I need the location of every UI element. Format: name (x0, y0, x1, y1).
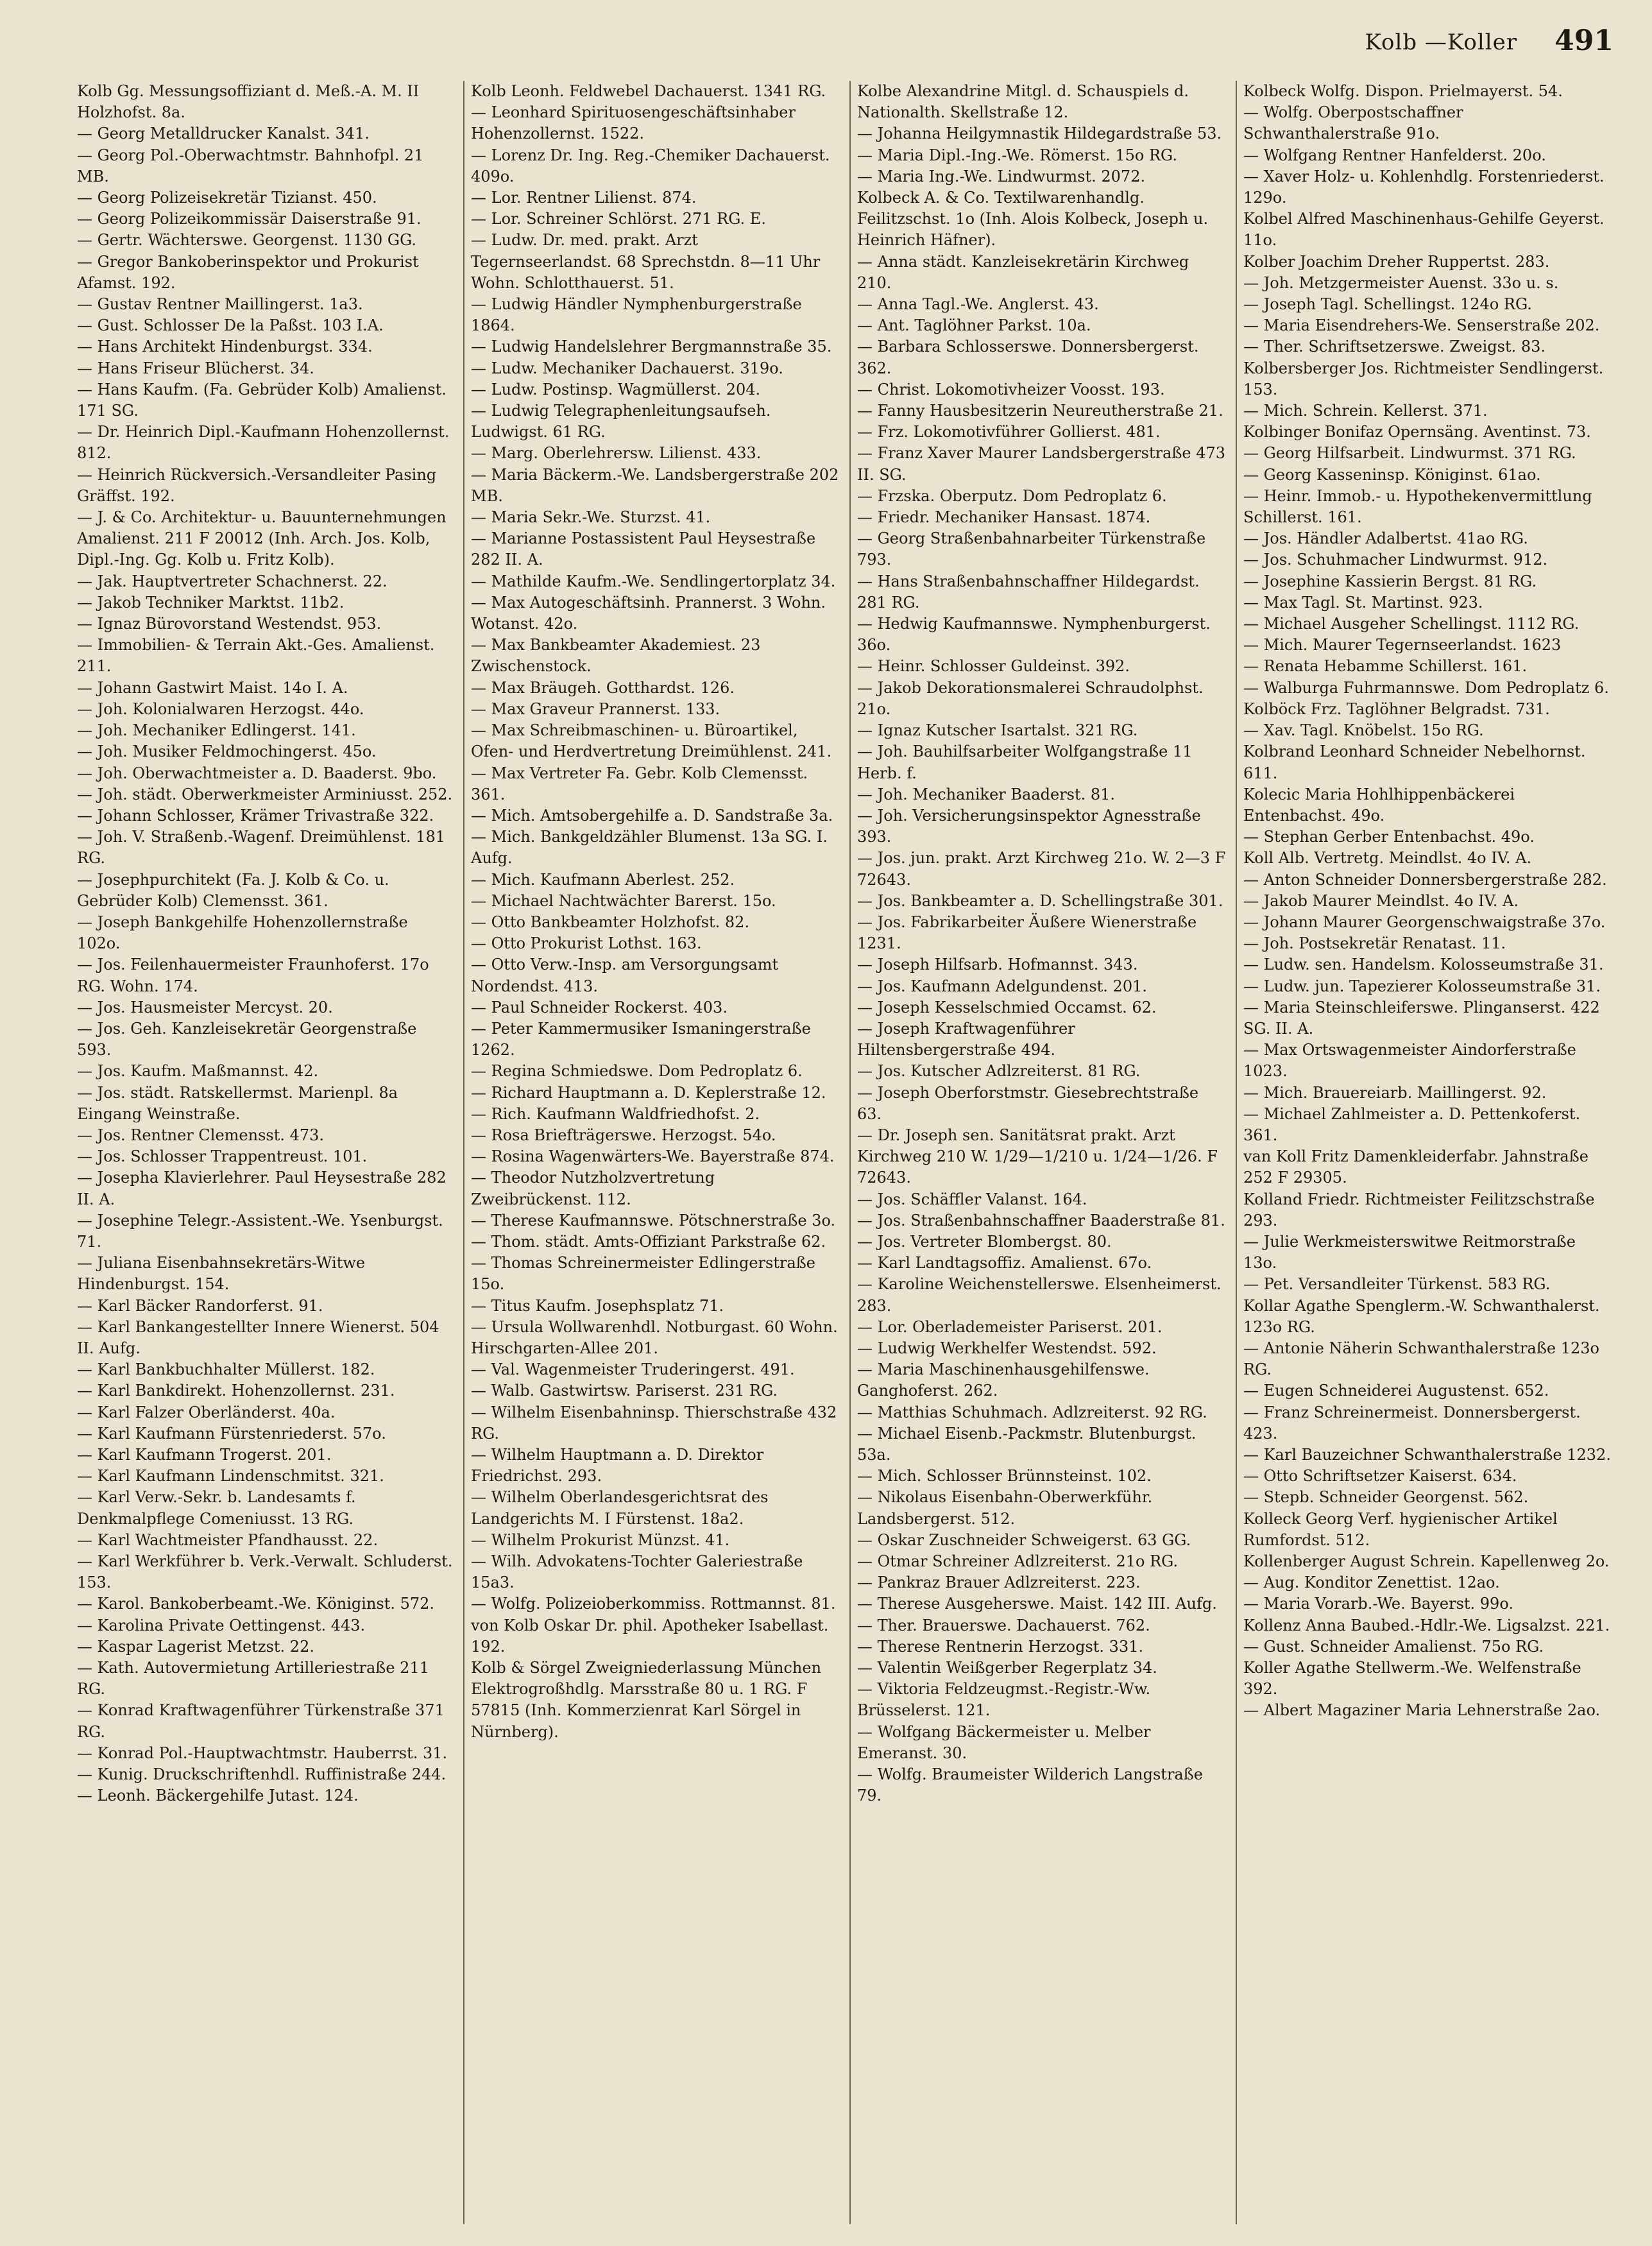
directory-entry: — Ignaz Bürovorstand Westendst. 953. (77, 615, 382, 633)
directory-entry: — Walb. Gastwirtsw. Pariserst. 231 RG. (471, 1382, 778, 1400)
directory-entry: — Anna Tagl.-We. Anglerst. 43. (857, 295, 1099, 314)
directory-entry: Koller Agathe Stellwerm.-We. Welfenstraße 392. (1243, 1659, 1581, 1699)
directory-entry: — Immobilien- & Terrain Akt.-Ges. Amalienst. 211. (77, 636, 435, 676)
directory-entry: — Joh. Metzgermeister Auenst. 33o u. s. (1243, 273, 1559, 292)
directory-entry: — Karoline Weichenstellerswe. Elsenheimerst. 283. (857, 1275, 1222, 1315)
directory-entry: — Joseph Oberforstmstr. Giesebrechtstraße 63. (857, 1083, 1199, 1123)
directory-entry: — Lor. Schreiner Schlörst. 271 RG. E. (471, 210, 766, 228)
directory-entry: — Jos. Kaufmann Adelgundenst. 201. (857, 977, 1147, 995)
column-2 (463, 81, 849, 2224)
directory-entry: — Antonie Näherin Schwanthalerstraße 123o RG. (1243, 1339, 1599, 1379)
directory-entry: — Maria Dipl.-Ing.-We. Römerst. 15o RG. (857, 146, 1177, 164)
directory-entry: — Joseph Bankgehilfe Hohenzollernstraße 102o. (77, 913, 408, 953)
directory-entry: — Karl Kaufmann Trogerst. 201. (77, 1446, 332, 1464)
directory-entry: — Michael Eisenb.-Packmstr. Blutenburgst. 53a. (857, 1424, 1196, 1464)
directory-entry: — Wolfg. Polizeioberkommiss. Rottmannst. 81. (471, 1595, 836, 1613)
directory-entry: — J. & Co. Architektur- u. Bauunternehmungen Amalienst. 211 F 20012 (Inh. Arch. Jos. Kolb, Dipl.-Ing. Gg. Kolb u. Fritz Kolb). (77, 508, 447, 569)
directory-entry: — Jos. Hausmeister Mercyst. 20. (77, 998, 333, 1016)
directory-entry: — Hans Friseur Blücherst. 34. (77, 359, 314, 377)
directory-entry: — Joh. Kolonialwaren Herzogst. 44o. (77, 699, 364, 718)
directory-entry: — Otto Prokurist Lothst. 163. (471, 934, 702, 953)
directory-entry: — Mich. Kaufmann Aberlest. 252. (471, 870, 735, 889)
directory-entry: Kolbeck A. & Co. Textilwarenhandlg. Feilitzschst. 1o (Inh. Alois Kolbeck, Joseph u. Heinrich Häfner). (857, 189, 1209, 250)
directory-entry: — Jos. jun. prakt. Arzt Kirchweg 21o. W. 2—3 F 72643. (857, 849, 1226, 889)
directory-entry: — Ignaz Kutscher Isartalst. 321 RG. (857, 721, 1138, 740)
directory-entry: — Rich. Kaufmann Waldfriedhofst. 2. (471, 1104, 760, 1123)
directory-entry: — Juliana Eisenbahnsekretärs-Witwe Hindenburgst. 154. (77, 1254, 366, 1294)
directory-entry: Kolbersberger Jos. Richtmeister Sendlingerst. 153. (1243, 359, 1604, 399)
directory-entry: — Mich. Schlosser Brünnsteinst. 102. (857, 1467, 1152, 1486)
directory-entry: — Rosina Wagenwärters-We. Bayerstraße 874. (471, 1147, 835, 1166)
directory-entry: — Georg Straßenbahnarbeiter Türkenstraße 793. (857, 529, 1206, 569)
directory-entry: von Kolb Oskar Dr. phil. Apotheker Isabellast. 192. (471, 1616, 829, 1656)
directory-entry: — Jakob Maurer Meindlst. 4o IV. A. (1243, 891, 1519, 910)
directory-entry: — Karl Kaufmann Fürstenriederst. 57o. (77, 1424, 386, 1443)
directory-entry: — Wilhelm Oberlandesgerichtsrat des Landgerichts M. I Fürstenst. 18a2. (471, 1488, 769, 1528)
directory-entry: — Julie Werkmeisterswitwe Reitmorstraße 13o. (1243, 1232, 1576, 1273)
directory-entry: Kolbrand Leonhard Schneider Nebelhornst. 611. (1243, 742, 1586, 782)
directory-entry: — Karl Falzer Oberländerst. 40a. (77, 1403, 336, 1421)
directory-entry: — Anna städt. Kanzleisekretärin Kirchweg 210. (857, 252, 1189, 292)
directory-entry: — Mich. Amtsobergehilfe a. D. Sandstraße 3a. (471, 806, 833, 825)
directory-entry: — Lor. Oberlademeister Pariserst. 201. (857, 1317, 1162, 1336)
directory-entry: — Gust. Schneider Amalienst. 75o RG. (1243, 1637, 1544, 1656)
directory-entry: Kolb & Sörgel Zweigniederlassung München Elektrogroßhdlg. Marsstraße 80 u. 1 RG. F 57815 (Inh. Kommerzienrat Karl Sörgel in Nürnberg). (471, 1659, 822, 1741)
directory-entry: — Konrad Pol.-Hauptwachtmstr. Hauberrst. 31. (77, 1744, 448, 1762)
directory-entry: — Joseph Kesselschmied Occamst. 62. (857, 998, 1157, 1016)
directory-entry: — Eugen Schneiderei Augustenst. 652. (1243, 1382, 1549, 1400)
directory-entry: — Aug. Konditor Zenettist. 12ao. (1243, 1573, 1500, 1592)
directory-entry: — Pet. Versandleiter Türkenst. 583 RG. (1243, 1275, 1551, 1294)
directory-entry: — Lor. Rentner Lilienst. 874. (471, 189, 697, 207)
directory-entry: — Anton Schneider Donnersbergerstraße 282. (1243, 870, 1607, 889)
directory-entry: — Gustav Rentner Maillingerst. 1a3. (77, 295, 363, 314)
directory-entry: — Georg Polizeikommissär Daiserstraße 91. (77, 210, 422, 228)
directory-entry: — Franz Schreinermeist. Donnersbergerst. 423. (1243, 1403, 1581, 1443)
directory-entry: — Ludwig Telegraphenleitungsaufseh. Ludwigst. 61 RG. (471, 402, 771, 441)
directory-entry: — Karl Bankdirekt. Hohenzollernst. 231. (77, 1382, 395, 1400)
directory-entry: — Michael Nachtwächter Barerst. 15o. (471, 891, 776, 910)
directory-entry: — Karl Verw.-Sekr. b. Landesamts f. Denkmalpflege Comeniusst. 13 RG. (77, 1488, 356, 1528)
directory-entry: — Joseph Hilfsarb. Hofmannst. 343. (857, 956, 1138, 974)
directory-entry: Kolb Gg. Messungsoffiziant d. Meß.-A. M. II Holzhofst. 8a. (77, 82, 420, 122)
directory-entry: Koll Alb. Vertretg. Meindlst. 4o IV. A. (1243, 849, 1532, 868)
directory-entry: — Thom. städt. Amts-Offiziant Parkstraße 62. (471, 1232, 826, 1251)
directory-entry: — Stephan Gerber Entenbachst. 49o. (1243, 828, 1535, 846)
directory-entry: Kollenberger August Schrein. Kapellenweg 2o. (1243, 1552, 1610, 1571)
directory-entry: — Johann Schlosser, Krämer Trivastraße 322. (77, 806, 434, 825)
directory-entry: Kollar Agathe Spenglerm.-W. Schwanthalerst. 123o RG. (1243, 1296, 1600, 1336)
directory-entry: — Maria Ing.-We. Lindwurmst. 2072. (857, 167, 1146, 185)
page-number: 491 (1554, 24, 1614, 57)
directory-entry: — Thomas Schreinermeister Edlingerstraße 15o. (471, 1254, 815, 1294)
directory-entry: — Michael Zahlmeister a. D. Pettenkoferst. 361. (1243, 1104, 1581, 1144)
directory-entry: — Wolfgang Bäckermeister u. Melber Emeranst. 30. (857, 1722, 1151, 1762)
directory-entry: — Regina Schmiedswe. Dom Pedroplatz 6. (471, 1062, 803, 1081)
directory-entry: — Joh. städt. Oberwerkmeister Arminiusst. 252. (77, 785, 453, 803)
directory-entry: — Kunig. Druckschriftenhdl. Ruffinistraße 244. (77, 1765, 447, 1784)
directory-entry: — Wilhelm Prokurist Münzst. 41. (471, 1530, 730, 1549)
directory-entry: — Maria Vorarb.-We. Bayerst. 99o. (1243, 1595, 1513, 1613)
directory-entry: — Xav. Tagl. Knöbelst. 15o RG. (1243, 721, 1484, 740)
directory-entry: — Johanna Heilgymnastik Hildegardstraße 53. (857, 124, 1222, 143)
directory-entry: — Maria Sekr.-We. Sturzst. 41. (471, 508, 711, 527)
directory-entry: — Karolina Private Oettingenst. 443. (77, 1616, 366, 1634)
directory-entry: — Barbara Schlosserswe. Donnersbergerst. 362. (857, 338, 1199, 377)
column-4 (1236, 81, 1622, 2224)
directory-entry: — Mich. Schrein. Kellerst. 371. (1243, 402, 1488, 420)
directory-entry: — Ludwig Händler Nymphenburgerstraße 1864. (471, 295, 802, 335)
directory-entry: — Georg Kasseninsp. Königinst. 61ao. (1243, 465, 1541, 484)
directory-entry: — Joh. Bauhilfsarbeiter Wolfgangstraße 11 Herb. f. (857, 742, 1193, 782)
directory-entry: — Leonhard Spirituosengeschäftsinhaber Hohenzollernst. 1522. (471, 103, 796, 143)
directory-entry: — Joseph Tagl. Schellingst. 124o RG. (1243, 295, 1532, 314)
directory-entry: — Josepha Klavierlehrer. Paul Heysestraße 282 II. A. (77, 1169, 447, 1208)
directory-entry: — Wilh. Advokatens-Tochter Galeriestraße 15a3. (471, 1552, 803, 1592)
directory-entry: — Hedwig Kaufmannswe. Nymphenburgerst. 36o. (857, 615, 1211, 655)
directory-entry: — Johann Gastwirt Maist. 14o I. A. (77, 678, 348, 697)
directory-entry: — Maria Eisendrehers-We. Senserstraße 202. (1243, 316, 1600, 335)
directory-entry: — Jos. Rentner Clemensst. 473. (77, 1126, 325, 1144)
directory-entry: — Gust. Schlosser De la Paßst. 103 I.A. (77, 316, 384, 335)
directory-entry: — Jakob Dekorationsmalerei Schraudolphst. 21o. (857, 678, 1204, 718)
directory-entry: — Karl Werkführer b. Verk.-Verwalt. Schluderst. 153. (77, 1552, 453, 1592)
directory-entry: — Friedr. Mechaniker Hansast. 1874. (857, 508, 1151, 527)
directory-entry: Kolbinger Bonifaz Opernsäng. Aventinst. 73. (1243, 423, 1591, 441)
directory-entry: — Viktoria Feldzeugmst.-Registr.-Ww. Brüsselerst. 121. (857, 1680, 1151, 1720)
directory-entry: — Otto Verw.-Insp. am Versorgungsamt Nordendst. 413. (471, 956, 779, 995)
directory-entry: Kolleck Georg Verf. hygienischer Artikel Rumfordst. 512. (1243, 1509, 1558, 1549)
directory-entry: — Maria Bäckerm.-We. Landsbergerstraße 202 MB. (471, 465, 839, 505)
directory-entry: — Jos. Straßenbahnschaffner Baaderstraße 81. (857, 1211, 1225, 1230)
directory-entry: — Joh. V. Straßenb.-Wagenf. Dreimühlenst. 181 RG. (77, 828, 445, 868)
directory-entry: — Wolfg. Braumeister Wilderich Langstraße 79. (857, 1765, 1203, 1805)
directory-entry: — Josephine Telegr.-Assistent.-We. Ysenburgst. 71. (77, 1211, 443, 1251)
directory-entry: — Rosa Briefträgerswe. Herzogst. 54o. (471, 1126, 776, 1144)
directory-entry: — Therese Kaufmannswe. Pötschnerstraße 3o. (471, 1211, 836, 1230)
directory-entry: — Paul Schneider Rockerst. 403. (471, 998, 728, 1016)
directory-entry: Kolbeck Wolfg. Dispon. Prielmayerst. 54. (1243, 82, 1563, 100)
directory-entry: — Karl Bäcker Randorferst. 91. (77, 1296, 323, 1315)
directory-entry: — Johann Maurer Georgenschwaigstraße 37o. (1243, 913, 1606, 931)
directory-entry: — Otto Bankbeamter Holzhofst. 82. (471, 913, 750, 931)
directory-entry: — Richard Hauptmann a. D. Keplerstraße 12. (471, 1083, 826, 1102)
directory-entry: — Jos. Händler Adalbertst. 41ao RG. (1243, 529, 1528, 548)
directory-entry: Kolbe Alexandrine Mitgl. d. Schauspiels d. Nationalth. Skellstraße 12. (857, 82, 1189, 122)
directory-entry: — Albert Magaziner Maria Lehnerstraße 2ao. (1243, 1701, 1601, 1720)
directory-entry: — Jakob Techniker Marktst. 11b2. (77, 593, 345, 612)
directory-entry: — Joseph Kraftwagenführer Hiltensbergerstraße 494. (857, 1019, 1075, 1059)
directory-entry: — Georg Polizeisekretär Tizianst. 450. (77, 189, 377, 207)
directory-entry: — Jak. Hauptvertreter Schachnerst. 22. (77, 572, 387, 590)
directory-entry: — Therese Rentnerin Herzogst. 331. (857, 1637, 1144, 1656)
directory-entry: — Max Graveur Prannerst. 133. (471, 699, 720, 718)
directory-entry: — Jos. Feilenhauermeister Fraunhoferst. 17o RG. Wohn. 174. (77, 956, 429, 995)
directory-entry: — Karol. Bankoberbeamt.-We. Königinst. 572. (77, 1595, 435, 1613)
directory-entry: — Joh. Musiker Feldmochingerst. 45o. (77, 742, 377, 761)
directory-entry: — Maria Steinschleiferswe. Plinganserst. 422 SG. II. A. (1243, 998, 1600, 1038)
directory-entry: — Jos. Bankbeamter a. D. Schellingstraße 301. (857, 891, 1223, 910)
directory-entry: Kolecic Maria Hohlhippenbäckerei Entenbachst. 49o. (1243, 785, 1515, 825)
directory-entry: — Joh. Postsekretär Renatast. 11. (1243, 934, 1506, 953)
directory-entry: — Ant. Taglöhner Parkst. 10a. (857, 316, 1091, 335)
directory-entry: — Lorenz Dr. Ing. Reg.-Chemiker Dachauerst. 409o. (471, 146, 830, 185)
directory-entry: Kolb Leonh. Feldwebel Dachauerst. 1341 RG. (471, 82, 826, 100)
directory-entry: Kolböck Frz. Taglöhner Belgradst. 731. (1243, 699, 1550, 718)
directory-entry: — Max Vertreter Fa. Gebr. Kolb Clemensst. 361. (471, 764, 808, 803)
directory-entry: — Oskar Zuschneider Schweigerst. 63 GG. (857, 1530, 1191, 1549)
directory-entry: — Georg Metalldrucker Kanalst. 341. (77, 124, 370, 143)
directory-entry: — Fanny Hausbesitzerin Neureutherstraße 21. (857, 402, 1223, 420)
running-head: Kolb —Koller (1365, 30, 1517, 55)
directory-entry: Kolber Joachim Dreher Ruppertst. 283. (1243, 252, 1550, 271)
page-header (0, 24, 1652, 69)
directory-entry: — Joh. Versicherungsinspektor Agnesstraße 393. (857, 806, 1201, 846)
directory-entry: — Karl Bauzeichner Schwanthalerstraße 1232. (1243, 1446, 1611, 1464)
directory-entry: — Hans Straßenbahnschaffner Hildegardst. 281 RG. (857, 572, 1200, 612)
directory-entry: — Max Bräugeh. Gotthardst. 126. (471, 678, 735, 697)
directory-entry: — Frz. Lokomotivführer Gollierst. 481. (857, 423, 1161, 441)
directory-entry: — Leonh. Bäckergehilfe Jutast. 124. (77, 1787, 359, 1805)
directory-entry: — Kaspar Lagerist Metzst. 22. (77, 1637, 314, 1656)
directory-entry: — Christ. Lokomotivheizer Voosst. 193. (857, 380, 1165, 399)
directory-entry: — Max Bankbeamter Akademiest. 23 Zwischenstock. (471, 636, 761, 676)
directory-entry: — Heinrich Rückversich.-Versandleiter Pasing Gräffst. 192. (77, 465, 437, 505)
directory-entry: — Max Autogeschäftsinh. Prannerst. 3 Wohn. Wotanst. 42o. (471, 593, 826, 633)
directory-entry: — Ursula Wollwarenhdl. Notburgast. 60 Wohn. Hirschgarten-Allee 201. (471, 1317, 838, 1357)
directory-entry: — Mich. Bankgeldzähler Blumenst. 13a SG. I. Aufg. (471, 828, 828, 868)
directory-entry: — Marg. Oberlehrersw. Lilienst. 433. (471, 444, 762, 463)
directory-entry: — Stepb. Schneider Georgenst. 562. (1243, 1488, 1529, 1507)
directory-entry: Kolbel Alfred Maschinenhaus-Gehilfe Geyerst. 11o. (1243, 210, 1605, 250)
directory-entry: — Mathilde Kaufm.-We. Sendlingertorplatz 34. (471, 572, 836, 590)
directory-entry: — Pankraz Brauer Adlzreiterst. 223. (857, 1573, 1141, 1592)
directory-entry: Kollenz Anna Baubed.-Hdlr.-We. Ligsalzst. 221. (1243, 1616, 1610, 1634)
directory-entry: — Dr. Joseph sen. Sanitätsrat prakt. Arzt Kirchweg 210 W. 1/29—1/210 u. 1/24—1/26. F 72643. (857, 1126, 1218, 1187)
directory-entry: — Ludw. Dr. med. prakt. Arzt Tegernseerlandst. 68 Sprechstdn. 8—11 Uhr Wohn. Schlotthauerst. 51. (471, 231, 821, 292)
directory-entry: — Hans Architekt Hindenburgst. 334. (77, 338, 373, 356)
directory-entry: — Ludwig Handelslehrer Bergmannstraße 35. (471, 338, 832, 356)
directory-entry: — Max Ortswagenmeister Aindorferstraße 1023. (1243, 1041, 1576, 1081)
directory-entry: — Nikolaus Eisenbahn-Oberwerkführ. Landsbergerst. 512. (857, 1488, 1153, 1528)
directory-entry: — Josephine Kassierin Bergst. 81 RG. (1243, 572, 1537, 590)
directory-entry: — Joh. Mechaniker Edlingerst. 141. (77, 721, 356, 740)
directory-entry: — Dr. Heinrich Dipl.-Kaufmann Hohenzollernst. 812. (77, 423, 450, 463)
directory-entry: — Georg Hilfsarbeit. Lindwurmst. 371 RG. (1243, 444, 1576, 463)
directory-entry: — Ludw. sen. Handelsm. Kolosseumstraße 31. (1243, 956, 1604, 974)
directory-entry: — Ther. Brauerswe. Dachauerst. 762. (857, 1616, 1150, 1634)
directory-entry: — Walburga Fuhrmannswe. Dom Pedroplatz 6. (1243, 678, 1609, 697)
directory-entry: — Titus Kaufm. Josephsplatz 71. (471, 1296, 724, 1315)
directory-entry: — Maria Maschinenhausgehilfenswe. Ganghoferst. 262. (857, 1360, 1150, 1400)
directory-entry: — Konrad Kraftwagenführer Türkenstraße 371 RG. (77, 1701, 445, 1741)
directory-entry: — Wolfgang Rentner Hanfelderst. 20o. (1243, 146, 1546, 164)
directory-entry: — Jos. Schuhmacher Lindwurmst. 912. (1243, 551, 1548, 569)
directory-entry: — Jos. Vertreter Blombergst. 80. (857, 1232, 1112, 1251)
directory-entry: — Mich. Maurer Tegernseerlandst. 1623 (1243, 636, 1562, 655)
directory-entry: — Karl Wachtmeister Pfandhausst. 22. (77, 1530, 379, 1549)
directory-entry: — Franz Xaver Maurer Landsbergerstraße 473 II. SG. (857, 444, 1226, 484)
directory-entry: — Max Tagl. St. Martinst. 923. (1243, 593, 1483, 612)
directory-entry: — Karl Kaufmann Lindenschmitst. 321. (77, 1467, 384, 1486)
directory-entry: — Jos. Kutscher Adlzreiterst. 81 RG. (857, 1062, 1141, 1081)
directory-entry: — Karl Landtagsoffiz. Amalienst. 67o. (857, 1254, 1152, 1273)
directory-entry: — Peter Kammermusiker Ismaningerstraße 1262. (471, 1019, 811, 1059)
directory-entry: — Ther. Schriftsetzerswe. Zweigst. 83. (1243, 338, 1546, 356)
directory-entry: van Koll Fritz Damenkleiderfabr. Jahnstraße 252 F 29305. (1243, 1147, 1588, 1187)
directory-entry: — Xaver Holz- u. Kohlenhdlg. Forstenriederst. 129o. (1243, 167, 1605, 207)
directory-entry: — Heinr. Immob.- u. Hypothekenvermittlung Schillerst. 161. (1243, 486, 1592, 527)
directory-entry: — Kath. Autovermietung Artilleriestraße 211 RG. (77, 1659, 429, 1699)
directory-entry: — Ludw. Mechaniker Dachauerst. 319o. (471, 359, 783, 377)
directory-entry: — Otto Schriftsetzer Kaiserst. 634. (1243, 1467, 1517, 1486)
directory-entry: — Jos. Fabrikarbeiter Äußere Wienerstraße 1231. (857, 913, 1197, 953)
directory-entry: — Heinr. Schlosser Guldeinst. 392. (857, 657, 1130, 676)
directory-entry: — Karl Bankangestellter Innere Wienerst. 504 II. Aufg. (77, 1317, 439, 1357)
directory-entry: — Joh. Oberwachtmeister a. D. Baaderst. 9bo. (77, 764, 437, 782)
directory-entry: — Jos. städt. Ratskellermst. Marienpl. 8a Eingang Weinstraße. (77, 1083, 398, 1123)
directory-entry: — Theodor Nutzholzvertretung Zweibrückenst. 112. (471, 1169, 715, 1208)
column-3 (849, 81, 1236, 2224)
directory-entry: — Valentin Weißgerber Regerplatz 34. (857, 1659, 1157, 1677)
directory-entry: — Hans Kaufm. (Fa. Gebrüder Kolb) Amalienst. 171 SG. (77, 380, 447, 420)
column-1 (77, 81, 463, 2224)
directory-entry: — Karl Bankbuchhalter Müllerst. 182. (77, 1360, 375, 1379)
directory-entry: — Georg Pol.-Oberwachtmstr. Bahnhofpl. 21 MB. (77, 146, 424, 185)
directory-entry: — Gregor Bankoberinspektor und Prokurist Afamst. 192. (77, 252, 419, 292)
directory-entry: — Val. Wagenmeister Truderingerst. 491. (471, 1360, 795, 1379)
directory-columns (77, 81, 1623, 2224)
directory-entry: Kolland Friedr. Richtmeister Feilitzschstraße 293. (1243, 1190, 1595, 1230)
directory-entry: — Jos. Schlosser Trappentreust. 101. (77, 1147, 368, 1166)
directory-entry: — Mich. Brauereiarb. Maillingerst. 92. (1243, 1083, 1547, 1102)
directory-entry: — Josephpurchitekt (Fa. J. Kolb & Co. u. Gebrüder Kolb) Clemensst. 361. (77, 870, 389, 910)
directory-entry: — Michael Ausgeher Schellingst. 1112 RG. (1243, 615, 1580, 633)
directory-entry: — Jos. Geh. Kanzleisekretär Georgenstraße 593. (77, 1019, 417, 1059)
directory-entry: — Frzska. Oberputz. Dom Pedroplatz 6. (857, 486, 1167, 505)
directory-entry: — Matthias Schuhmach. Adlzreiterst. 92 RG. (857, 1403, 1207, 1421)
directory-entry: — Gertr. Wächterswe. Georgenst. 1130 GG. (77, 231, 417, 250)
directory-entry: — Joh. Mechaniker Baaderst. 81. (857, 785, 1116, 803)
directory-entry: — Therese Ausgeherswe. Maist. 142 III. Aufg. (857, 1595, 1217, 1613)
directory-entry: — Wilhelm Eisenbahninsp. Thierschstraße 432 RG. (471, 1403, 837, 1443)
directory-entry: — Otmar Schreiner Adlzreiterst. 21o RG. (857, 1552, 1179, 1571)
directory-entry: — Marianne Postassistent Paul Heysestraße 282 II. A. (471, 529, 816, 569)
directory-entry: — Jos. Kaufm. Maßmannst. 42. (77, 1062, 319, 1081)
directory-entry: — Renata Hebamme Schillerst. 161. (1243, 657, 1528, 676)
directory-entry: — Wolfg. Oberpostschaffner Schwanthalerstraße 91o. (1243, 103, 1463, 143)
directory-entry: — Ludw. Postinsp. Wagmüllerst. 204. (471, 380, 761, 399)
directory-entry: — Jos. Schäffler Valanst. 164. (857, 1190, 1087, 1208)
directory-entry: — Max Schreibmaschinen- u. Büroartikel, Ofen- und Herdvertretung Dreimühlenst. 241. (471, 721, 832, 761)
directory-entry: — Ludw. jun. Tapezierer Kolosseumstraße 31. (1243, 977, 1601, 995)
directory-entry: — Wilhelm Hauptmann a. D. Direktor Friedrichst. 293. (471, 1446, 764, 1486)
directory-entry: — Ludwig Werkhelfer Westendst. 592. (857, 1339, 1157, 1357)
